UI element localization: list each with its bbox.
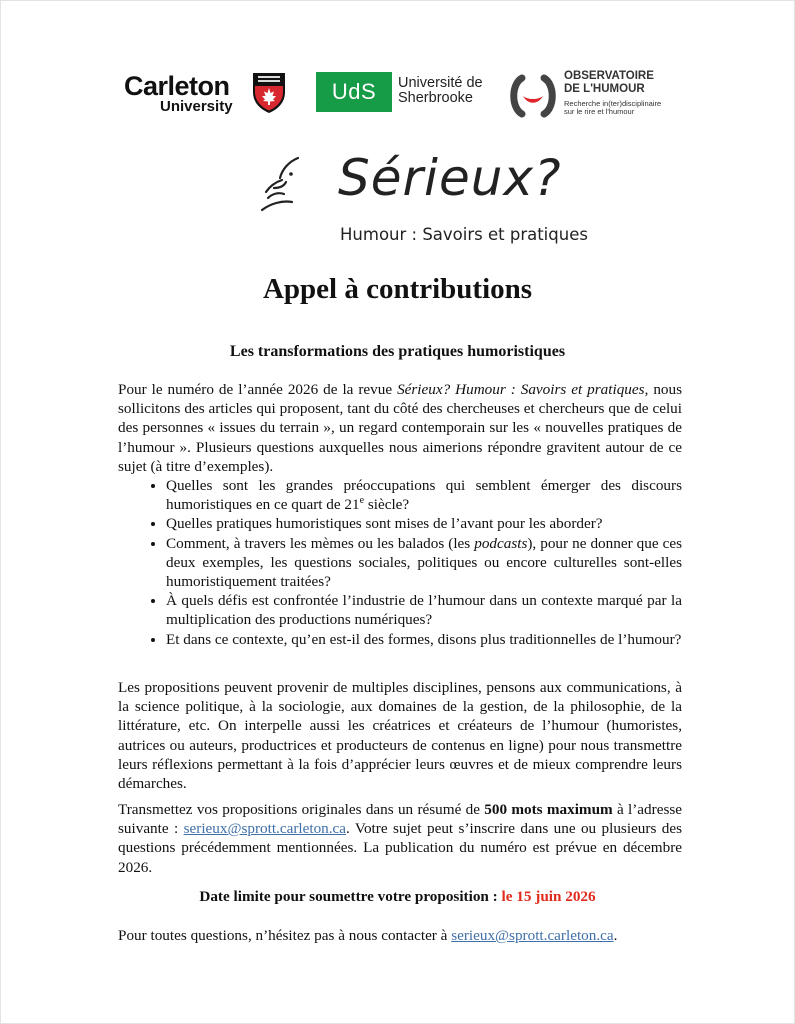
- carleton-shield-icon: [252, 72, 286, 114]
- observatoire-logo-title: [564, 70, 684, 96]
- question-1-text: Quelles sont les grandes préoccupations qui semblent émerger des discours humoristiques en ce quart de 21: [166, 477, 682, 514]
- uds-logo-name-line1: Université de: [398, 75, 483, 91]
- observatoire-logo-sub: [564, 100, 684, 116]
- journal-logo: [258, 148, 598, 248]
- observatoire-title-line1: OBSERVATOIRE: [564, 70, 654, 82]
- face-profile-icon: [258, 152, 328, 222]
- observatoire-smile-icon: [508, 72, 558, 120]
- question-item: • À quels défis est confrontée l’industrie de l’humour dans un contexte marqué par la multiplication des productions numériques?: [166, 591, 682, 629]
- observatoire-title-line2: DE L'HUMOUR: [564, 83, 645, 95]
- uds-logo-name-line2: Sherbrooke: [398, 90, 473, 106]
- submission-text-middle: à l’adresse suivante :: [118, 801, 683, 838]
- contact-text-after: .: [613, 927, 618, 944]
- question-1-superscript: e: [359, 495, 365, 507]
- question-3-italic: podcasts: [474, 534, 528, 552]
- intro-section: [118, 380, 682, 649]
- submission-text-before: Transmettez vos propositions originales dans un résumé de: [118, 801, 485, 818]
- questions-list: [118, 476, 682, 649]
- question-item: • Et dans ce contexte, qu’en est-il des formes, disons plus traditionnelles de l’humour?: [166, 630, 682, 649]
- deadline-date: le 15 juin 2026: [501, 888, 596, 905]
- intro-text-before: Pour le numéro de l’année 2026 de la revue: [118, 381, 398, 398]
- page-subtitle: Les transformations des pratiques humoristiques: [229, 343, 566, 360]
- contact-text-before: Pour toutes questions, n’hésitez pas à nous contacter à: [118, 927, 452, 944]
- submission-email-link[interactable]: serieux@sprott.carleton.ca: [183, 820, 347, 838]
- question-item: [166, 534, 682, 592]
- word-limit: 500 mots maximum: [484, 801, 613, 818]
- deadline-label: Date limite pour soumettre votre proposition :: [199, 888, 502, 905]
- submission-text-after: . Votre sujet peut s’inscrire dans une ou plusieurs des questions précédemment mentionnées. La publication du numéro est prévue en décembre 2026.: [118, 820, 682, 876]
- submission-paragraph: [118, 800, 682, 877]
- contact-email-link[interactable]: serieux@sprott.carleton.ca: [451, 927, 614, 944]
- carleton-logo-sub: University: [160, 98, 233, 115]
- partner-logos: [0, 68, 795, 128]
- observatoire-sub-line2: sur le rire et l'humour: [564, 107, 635, 116]
- observatoire-sub-line1: Recherche in(ter)disciplinaire: [564, 99, 662, 108]
- intro-text-after: , nous sollicitons des articles qui proposent, tant du côté des chercheuses et chercheurs que de celui des personnes « issues du terrain », un regard contemporain sur les « nouvelles pratiques de l’humour ». Plusieurs questions auxquelles nous aimerions répondre gravitent autour de ce sujet (à titre d’exemples).: [118, 381, 683, 475]
- carleton-logo-name: Carleton: [124, 71, 230, 101]
- uds-logo-mark: UdS: [316, 72, 392, 112]
- question-3-text: Comment, à travers les mèmes ou les balados (les: [166, 534, 475, 552]
- question-item: • Quelles pratiques humoristiques sont mises de l’avant pour les aborder?: [166, 514, 682, 533]
- journal-tagline: Humour : Savoirs et pratiques: [340, 225, 588, 244]
- uds-logo-name: [398, 76, 508, 106]
- question-1-text-end: siècle?: [364, 496, 410, 514]
- journal-title: Sérieux?: [338, 149, 562, 207]
- deadline-line: [0, 887, 795, 907]
- disciplines-paragraph: Les propositions peuvent provenir de multiples disciplines, pensons aux communications, à la science politique, à la sociologie, aux domaines de la gestion, de la philosophie, de la littérature, etc. On interpelle aussi les créatrices et créateurs de l’humour (humoristes, autrices ou auteurs, productrices et producteurs de contenus en ligne) pour nous transmettre leurs réflexions permettant à la fois d’apprécier leurs œuvres et de mieux comprendre leurs démarches.: [118, 679, 682, 793]
- contact-paragraph: [118, 926, 682, 945]
- intro-journal-name: Sérieux? Humour : Savoirs et pratiques: [397, 381, 645, 398]
- question-item: [166, 476, 682, 514]
- question-3-text-end: ), pour ne donner que ces deux exemples, les questions sociales, politiques ou encore culturelles sont-elles humoristiquement traitées?: [166, 534, 682, 591]
- intro-paragraph: [118, 380, 682, 476]
- page-title: Appel à contributions: [262, 273, 533, 305]
